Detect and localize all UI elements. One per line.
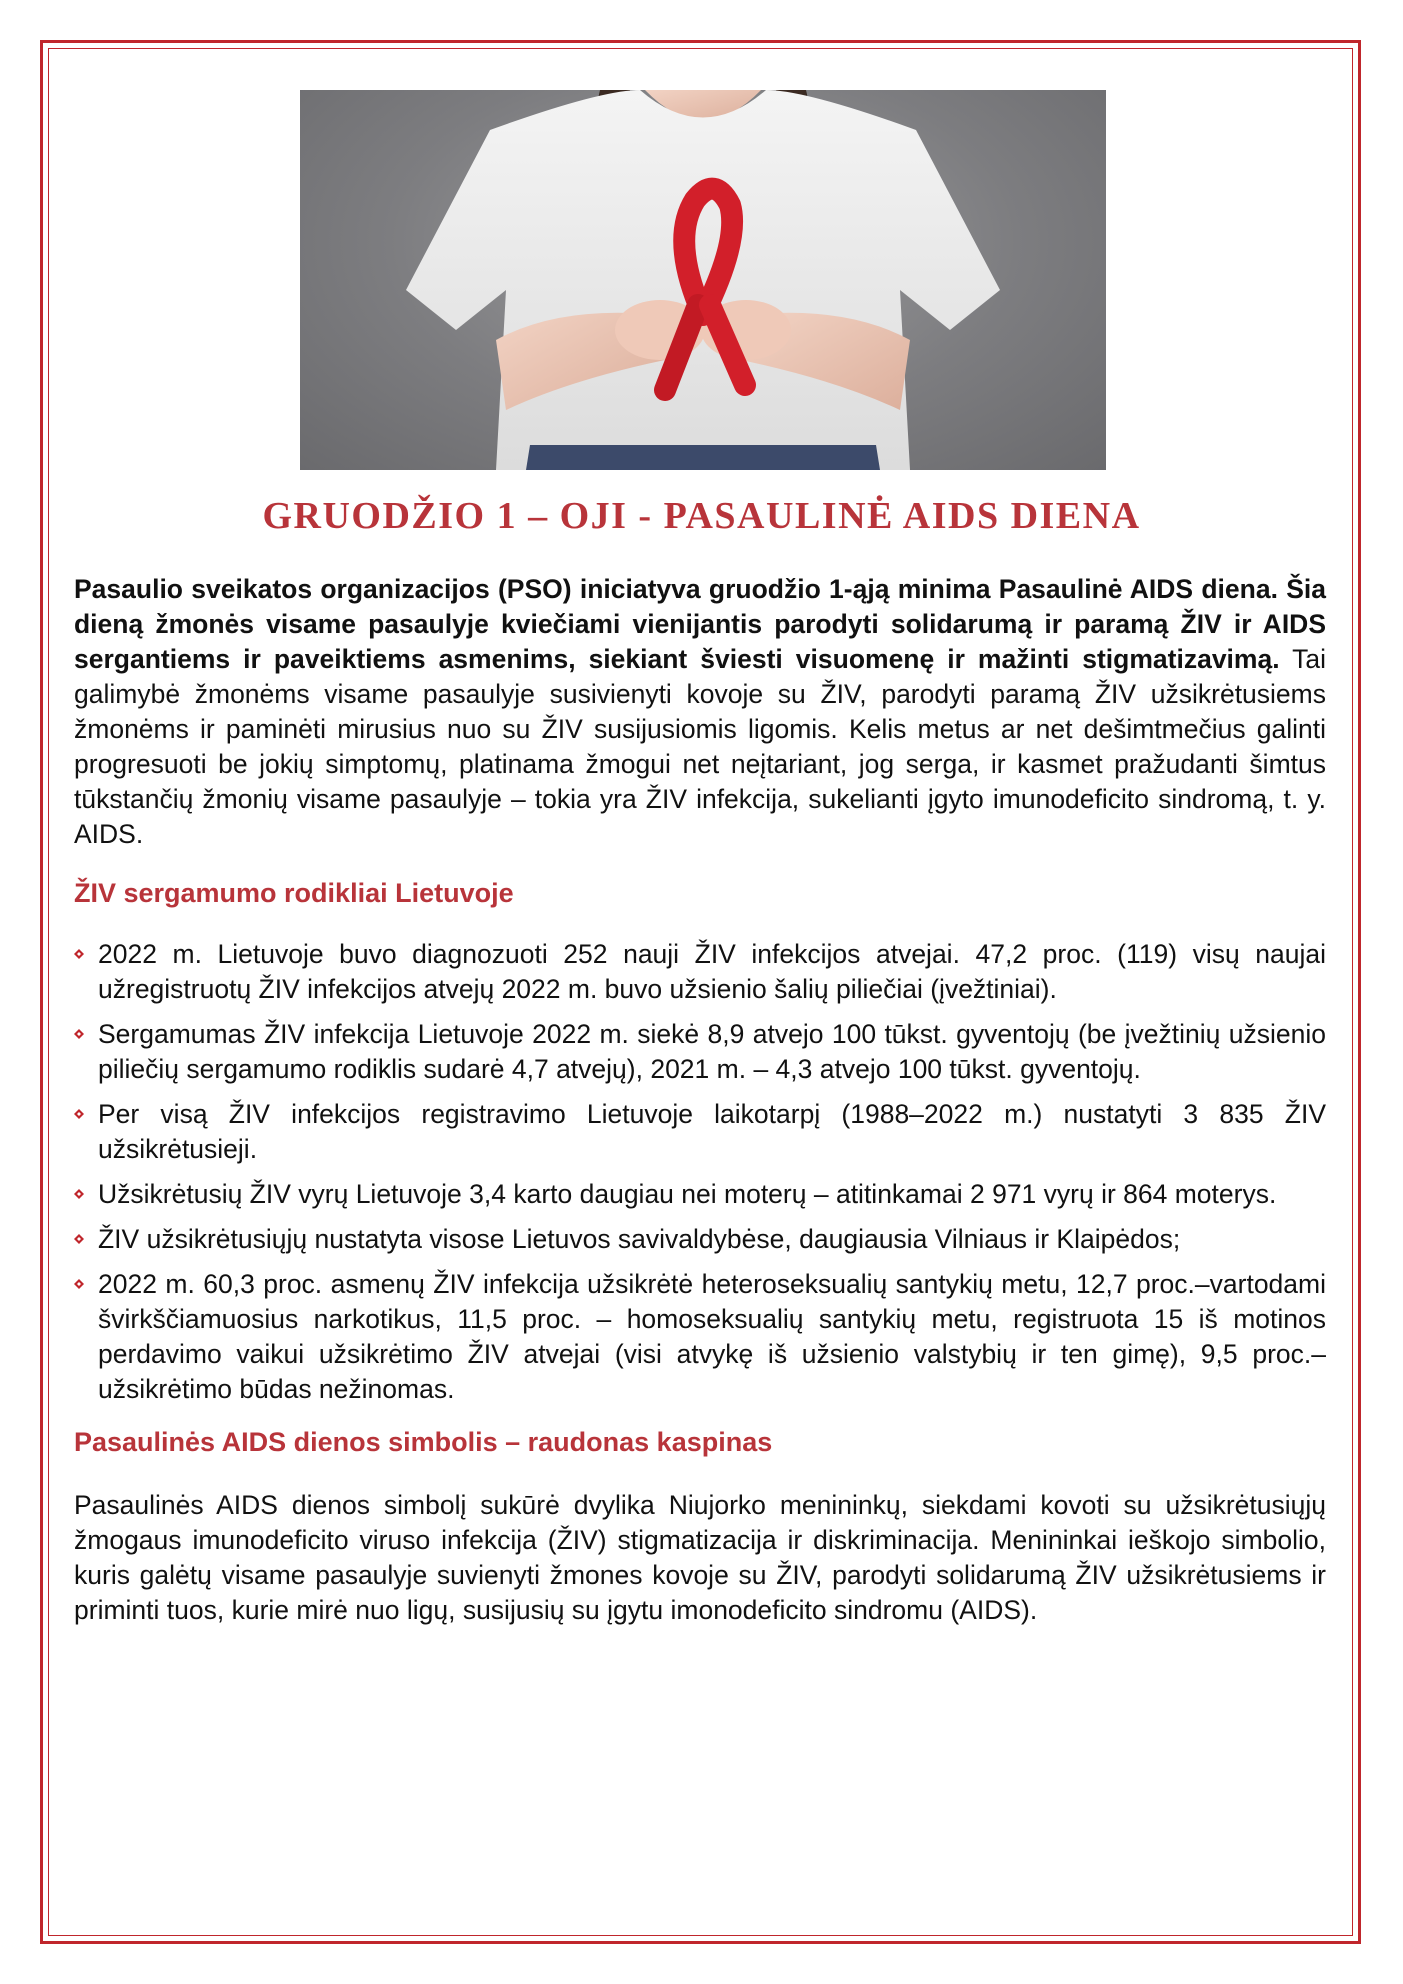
diamond-bullet-icon <box>74 1189 84 1199</box>
intro-bold-text: Pasaulio sveikatos organizacijos (PSO) iniciatyva gruodžio 1-ąją minima Pasaulinė AIDS diena. Šia dieną žmonės visame pasaulyje kviečiami vienijantis parodyti solidarumą ir paramą ŽIV ir AIDS sergantiems ir paveiktiems asmenims, siekiant šviesti visuomenę ir mažinti stigmatizavimą. <box>74 574 1326 674</box>
list-item: 2022 m. Lietuvoje buvo diagnozuoti 252 nauji ŽIV infekcijos atvejai. 47,2 proc. (119) visų naujai užregistruotų ŽIV infekcijos atvejų 2022 m. buvo užsienio šalių piliečiai (įvežtiniai). <box>74 937 1326 1007</box>
intro-regular-text: Tai galimybė žmonėms visame pasaulyje susivienyti kovoje su ŽIV, parodyti paramą ŽIV užsikrėtusiems žmonėms ir paminėti mirusius nuo su ŽIV susijusiomis ligomis. Kelis metus ar net dešimtmečius galinti progresuoti be jokių simptomų, platinama žmogui net neįtariant, jog serga, ir kasmet pražudanti šimtus tūkstančių žmonių visame pasaulyje – tokia yra ŽIV infekcija, sukelianti įgyto imunodeficito sindromą, t. y. AIDS. <box>74 644 1327 849</box>
list-item: 2022 m. 60,3 proc. asmenų ŽIV infekcija užsikrėtė heteroseksualių santykių metu, 12,7 proc.–vartodami švirkščiamuosius narkotikus, 11,5 proc. – homoseksualių santykių metu, registruota 15 iš motinos perdavimo vaikui užsikrėtimo ŽIV atvejai (visi atvykę iš užsienio valstybių ir ten gimę), 9,5 proc.– užsikrėtimo būdas nežinomas. <box>74 1267 1326 1407</box>
list-item: ŽIV užsikrėtusiųjų nustatyta visose Lietuvos savivaldybėse, daugiausia Vilniaus ir Klaipėdos; <box>74 1222 1326 1257</box>
diamond-bullet-icon <box>74 1279 84 1289</box>
list-item: Per visą ŽIV infekcijos registravimo Lietuvoje laikotarpį (1988–2022 m.) nustatyti 3 835 ŽIV užsikrėtusieji. <box>74 1097 1326 1167</box>
diamond-bullet-icon <box>74 1234 84 1244</box>
main-content <box>74 572 1326 1628</box>
diamond-bullet-icon <box>74 1109 84 1119</box>
diamond-bullet-icon <box>74 1029 84 1039</box>
section-heading-statistics: ŽIV sergamumo rodikliai Lietuvoje <box>74 878 514 908</box>
list-item: Užsikrėtusių ŽIV vyrų Lietuvoje 3,4 karto daugiau nei moterų – atitinkamai 2 971 vyrų ir 864 moterys. <box>74 1177 1326 1212</box>
hero-image <box>300 90 1106 470</box>
list-item: Sergamumas ŽIV infekcija Lietuvoje 2022 m. siekė 8,9 atvejo 100 tūkst. gyventojų (be įvežtinių užsienio piliečių sergamumo rodiklis sudarė 4,7 atvejų), 2021 m. – 4,3 atvejo 100 tūkst. gyventojų. <box>74 1017 1326 1087</box>
diamond-bullet-icon <box>74 949 84 959</box>
page-title: GRUODŽIO 1 – OJI - PASAULINĖ AIDS DIENA <box>262 495 1141 537</box>
section-heading-symbol: Pasaulinės AIDS dienos simbolis – raudonas kaspinas <box>74 1427 773 1457</box>
symbol-paragraph: Pasaulinės AIDS dienos simbolį sukūrė dvylika Niujorko menininkų, siekdami kovoti su užsikrėtusiųjų žmogaus imunodeficito viruso infekcija (ŽIV) stigmatizacija ir diskriminacija. Menininkai ieškojo simbolio, kuris galėtų visame pasaulyje suvienyti žmones kovoje su ŽIV, parodyti solidarumą ŽIV užsikrėtusiems ir priminti tuos, kurie mirė nuo ligų, susijusių su įgytu imonodeficito sindromu (AIDS). <box>74 1490 1326 1625</box>
ribbon-photo-illustration <box>300 90 1106 470</box>
intro-paragraph <box>74 572 1326 852</box>
statistics-list <box>74 937 1326 1407</box>
